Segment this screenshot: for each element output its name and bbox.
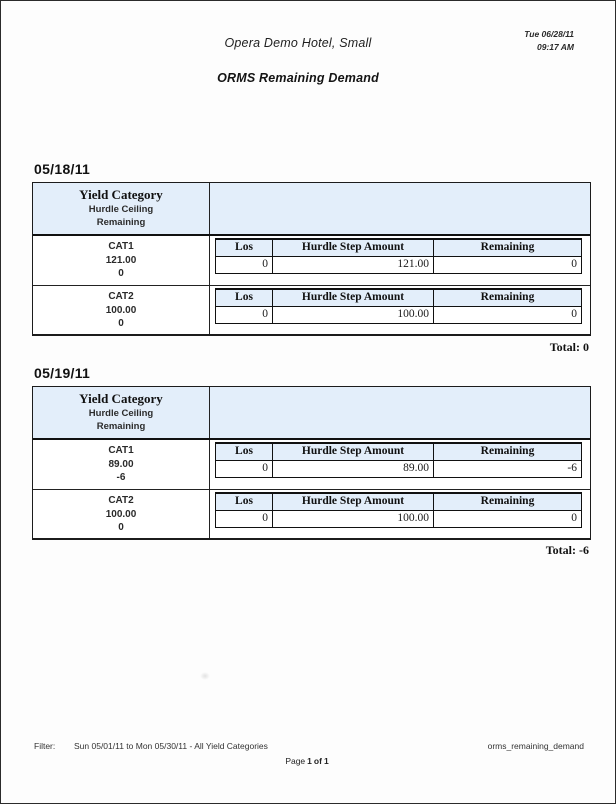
category-name: CAT2: [108, 291, 134, 302]
category-cell: [33, 440, 210, 489]
hotel-name: Opera Demo Hotel, Small: [224, 36, 372, 50]
hurdle-step-amount-column-header: Hurdle Step Amount: [273, 444, 434, 460]
demand-table: [32, 182, 591, 336]
page-of-word: of: [313, 756, 322, 766]
yield-category-header-cell: [33, 387, 210, 438]
step-table: [215, 492, 582, 528]
hurdle-step-amount-value: 100.00: [273, 511, 434, 527]
los-value: 0: [216, 257, 273, 273]
demand-table: [32, 386, 591, 540]
table-row: [33, 286, 590, 334]
filter-label: Filter:: [34, 741, 56, 751]
remaining-label: Remaining: [96, 421, 146, 432]
header-spacer-cell: [210, 387, 590, 438]
hurdle-ceiling-value: 121.00: [105, 254, 137, 266]
step-remaining-value: -6: [567, 462, 577, 474]
filter-value: Sun 05/01/11 to Mon 05/30/11 - All Yield Categories: [74, 741, 268, 751]
category-name: CAT1: [108, 241, 134, 252]
step-table-values: [216, 511, 581, 527]
hurdle-ceiling-label: Hurdle Ceiling: [88, 204, 154, 215]
remaining-column-header: Remaining: [480, 445, 535, 457]
los-column-header: Los: [216, 494, 273, 510]
hurdle-step-amount-column-header: Hurdle Step Amount: [273, 240, 434, 256]
los-value: 0: [216, 511, 273, 527]
hurdle-step-amount-column-header: Hurdle Step Amount: [273, 290, 434, 306]
category-cell: [33, 490, 210, 538]
remaining-column-header: Remaining: [480, 291, 535, 303]
table-row: [33, 490, 590, 538]
section-total: Total: -6: [545, 543, 589, 557]
step-remaining-value: 0: [571, 512, 577, 524]
detail-cell: [210, 236, 590, 285]
step-table-header: [216, 290, 581, 307]
step-remaining-value: 0: [571, 258, 577, 270]
step-table-values: [216, 307, 581, 323]
hurdle-ceiling-label: Hurdle Ceiling: [88, 408, 154, 419]
yield-category-label: Yield Category: [79, 187, 163, 202]
hurdle-step-amount-value: 100.00: [273, 307, 434, 323]
detail-cell: [210, 440, 590, 489]
yield-category-label: Yield Category: [79, 391, 163, 406]
table-row: [33, 440, 590, 490]
scan-smudge-artifact: [200, 672, 210, 680]
los-column-header: Los: [216, 444, 273, 460]
remaining-value: 0: [118, 522, 124, 533]
step-table-header: [216, 494, 581, 511]
detail-cell: [210, 286, 590, 334]
step-table: [215, 288, 582, 324]
step-table-values: [216, 257, 581, 273]
step-table-header: [216, 444, 581, 461]
step-table: [215, 442, 582, 478]
hurdle-step-amount-value: 89.00: [273, 461, 434, 477]
hurdle-step-amount-column-header: Hurdle Step Amount: [273, 494, 434, 510]
los-column-header: Los: [216, 240, 273, 256]
table-row: [33, 236, 590, 286]
los-value: 0: [216, 307, 273, 323]
category-cell: [33, 286, 210, 334]
print-date: Tue 06/28/11: [524, 29, 574, 39]
detail-cell: [210, 490, 590, 538]
print-time: 09:17 AM: [536, 42, 574, 52]
page-current: 1: [307, 756, 312, 766]
los-column-header: Los: [216, 290, 273, 306]
category-name: CAT2: [108, 495, 134, 506]
remaining-value: 0: [118, 318, 124, 329]
table-header-row: [33, 183, 590, 236]
hurdle-ceiling-value: 100.00: [105, 304, 137, 316]
remaining-value: 0: [118, 268, 124, 279]
hurdle-ceiling-value: 100.00: [105, 508, 137, 520]
category-name: CAT1: [108, 445, 134, 456]
los-value: 0: [216, 461, 273, 477]
page-word: Page: [285, 756, 306, 766]
remaining-label: Remaining: [96, 217, 146, 228]
page-total: 1: [323, 756, 329, 766]
hurdle-ceiling-value: 89.00: [108, 458, 134, 470]
section-date-heading: 05/19/11: [34, 365, 91, 381]
report-file-name: orms_remaining_demand: [487, 741, 584, 751]
yield-category-header-cell: [33, 183, 210, 234]
step-remaining-value: 0: [571, 308, 577, 320]
step-table-values: [216, 461, 581, 477]
report-title: ORMS Remaining Demand: [217, 71, 379, 85]
print-datetime: [524, 28, 574, 54]
page-indicator: [1, 756, 613, 767]
table-header-row: [33, 387, 590, 440]
remaining-column-header: Remaining: [480, 495, 535, 507]
section-total: Total: 0: [549, 340, 589, 354]
category-cell: [33, 236, 210, 285]
remaining-column-header: Remaining: [480, 241, 535, 253]
remaining-value: -6: [116, 472, 126, 483]
header-spacer-cell: [210, 183, 590, 234]
step-table-header: [216, 240, 581, 257]
step-table: [215, 238, 582, 274]
section-date-heading: 05/18/11: [34, 161, 91, 177]
hurdle-step-amount-value: 121.00: [273, 257, 434, 273]
